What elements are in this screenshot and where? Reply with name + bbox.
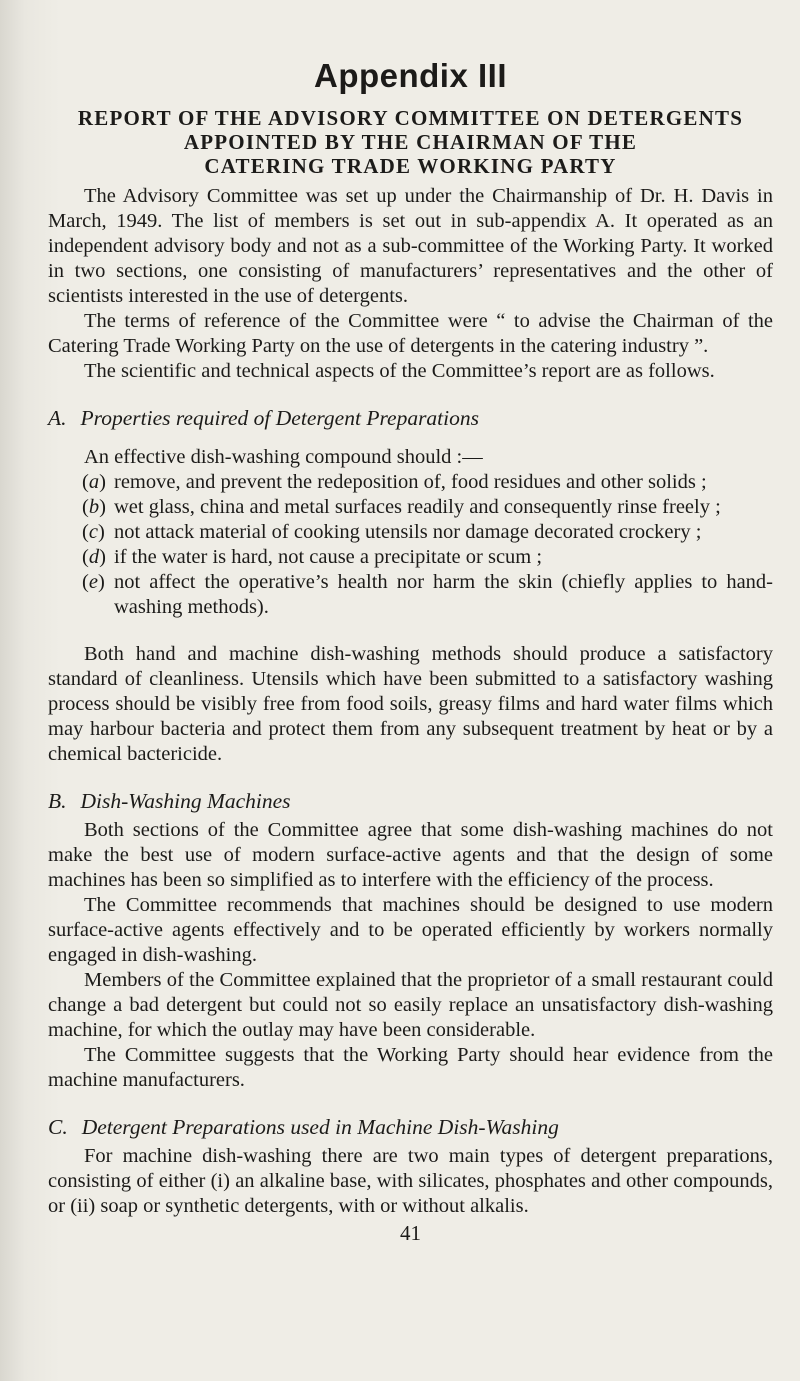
list-item xyxy=(82,495,773,520)
section-title: Detergent Preparations used in Machine Dish-Washing xyxy=(81,1115,559,1139)
intro-paragraph: The terms of reference of the Committee were “ to advise the Chairman of the Catering Trade Working Party on the use of detergents in the catering industry ”. xyxy=(48,310,773,357)
section-a-heading xyxy=(48,406,773,431)
text-column xyxy=(48,56,773,1246)
section-b-paragraph: The Committee suggests that the Working Party should hear evidence from the machine manufacturers. xyxy=(48,1044,773,1091)
section-letter: C. xyxy=(48,1115,68,1139)
report-title-line: APPOINTED BY THE CHAIRMAN OF THE xyxy=(183,130,638,154)
item-marker: (d) xyxy=(82,546,106,568)
report-title-line: CATERING TRADE WORKING PARTY xyxy=(204,154,617,178)
section-b-paragraph: Members of the Committee explained that the proprietor of a small restaurant could change a bad detergent but could not so easily replace an unsatisfactory dish-washing machine, for which the outlay may have been considerable. xyxy=(48,969,773,1041)
item-text: wet glass, china and metal surfaces readily and consequently rinse freely ; xyxy=(114,496,721,518)
page-number: 41 xyxy=(400,1221,421,1245)
report-title-line: REPORT OF THE ADVISORY COMMITTEE ON DETERGENTS xyxy=(77,106,744,130)
item-text: not attack material of cooking utensils nor damage decorated crockery ; xyxy=(114,521,702,543)
section-b-paragraph: The Committee recommends that machines should be designed to use modern surface-active agents effectively and to be operated efficiently by workers normally engaged in dish-washing. xyxy=(48,894,773,966)
item-marker: (b) xyxy=(82,496,106,518)
list-item xyxy=(82,470,773,495)
item-text: if the water is hard, not cause a precipitate or scum ; xyxy=(114,546,543,568)
list-item xyxy=(82,570,773,620)
section-b-paragraph: Both sections of the Committee agree that some dish-washing machines do not make the best use of modern surface-active agents and that the design of some machines has been so simplified as to interfere with the efficiency of the process. xyxy=(48,819,773,891)
section-letter: A. xyxy=(48,406,67,430)
section-a-lead: An effective dish-washing compound should :— xyxy=(84,446,483,468)
item-marker: (a) xyxy=(82,471,106,493)
item-text: not affect the operative’s health nor harm the skin (chiefly applies to hand-washing methods). xyxy=(114,571,773,618)
list-item xyxy=(82,545,773,570)
section-a-closing: Both hand and machine dish-washing methods should produce a satisfactory standard of cleanliness. Utensils which have been submitted to a satisfactory washing process should be visibly free from food soils, greasy films and hard water films which may harbour bacteria and protect them from any subsequent treatment by heat or by a chemical bactericide. xyxy=(48,643,773,765)
spacer xyxy=(48,620,773,642)
intro-paragraph: The scientific and technical aspects of the Committee’s report are as follows. xyxy=(84,360,715,382)
item-marker: (c) xyxy=(82,521,105,543)
section-title: Dish-Washing Machines xyxy=(80,789,291,813)
list-item xyxy=(82,520,773,545)
intro-paragraph: The Advisory Committee was set up under the Chairmanship of Dr. H. Davis in March, 1949. The list of members is set out in sub-appendix A. It operated as an independent advisory body and not as a sub-committee of the Working Party. It worked in two sections, one consisting of manufacturers’ representatives and the other of scientists interested in the use of detergents. xyxy=(48,185,773,307)
section-c-paragraph: For machine dish-washing there are two main types of detergent preparations, consisting of either (i) an alkaline base, with silicates, phosphates and other compounds, or (ii) soap or synthetic detergents, with or without alkalis. xyxy=(48,1145,773,1217)
section-title: Properties required of Detergent Preparations xyxy=(80,406,480,430)
item-marker: (e) xyxy=(82,571,105,593)
section-c-heading xyxy=(48,1115,773,1140)
section-letter: B. xyxy=(48,789,67,813)
appendix-heading: Appendix III xyxy=(313,57,507,94)
item-text: remove, and prevent the redeposition of, food residues and other solids ; xyxy=(114,471,707,493)
properties-list xyxy=(48,470,773,620)
section-b-heading xyxy=(48,789,773,814)
report-title xyxy=(48,106,773,178)
